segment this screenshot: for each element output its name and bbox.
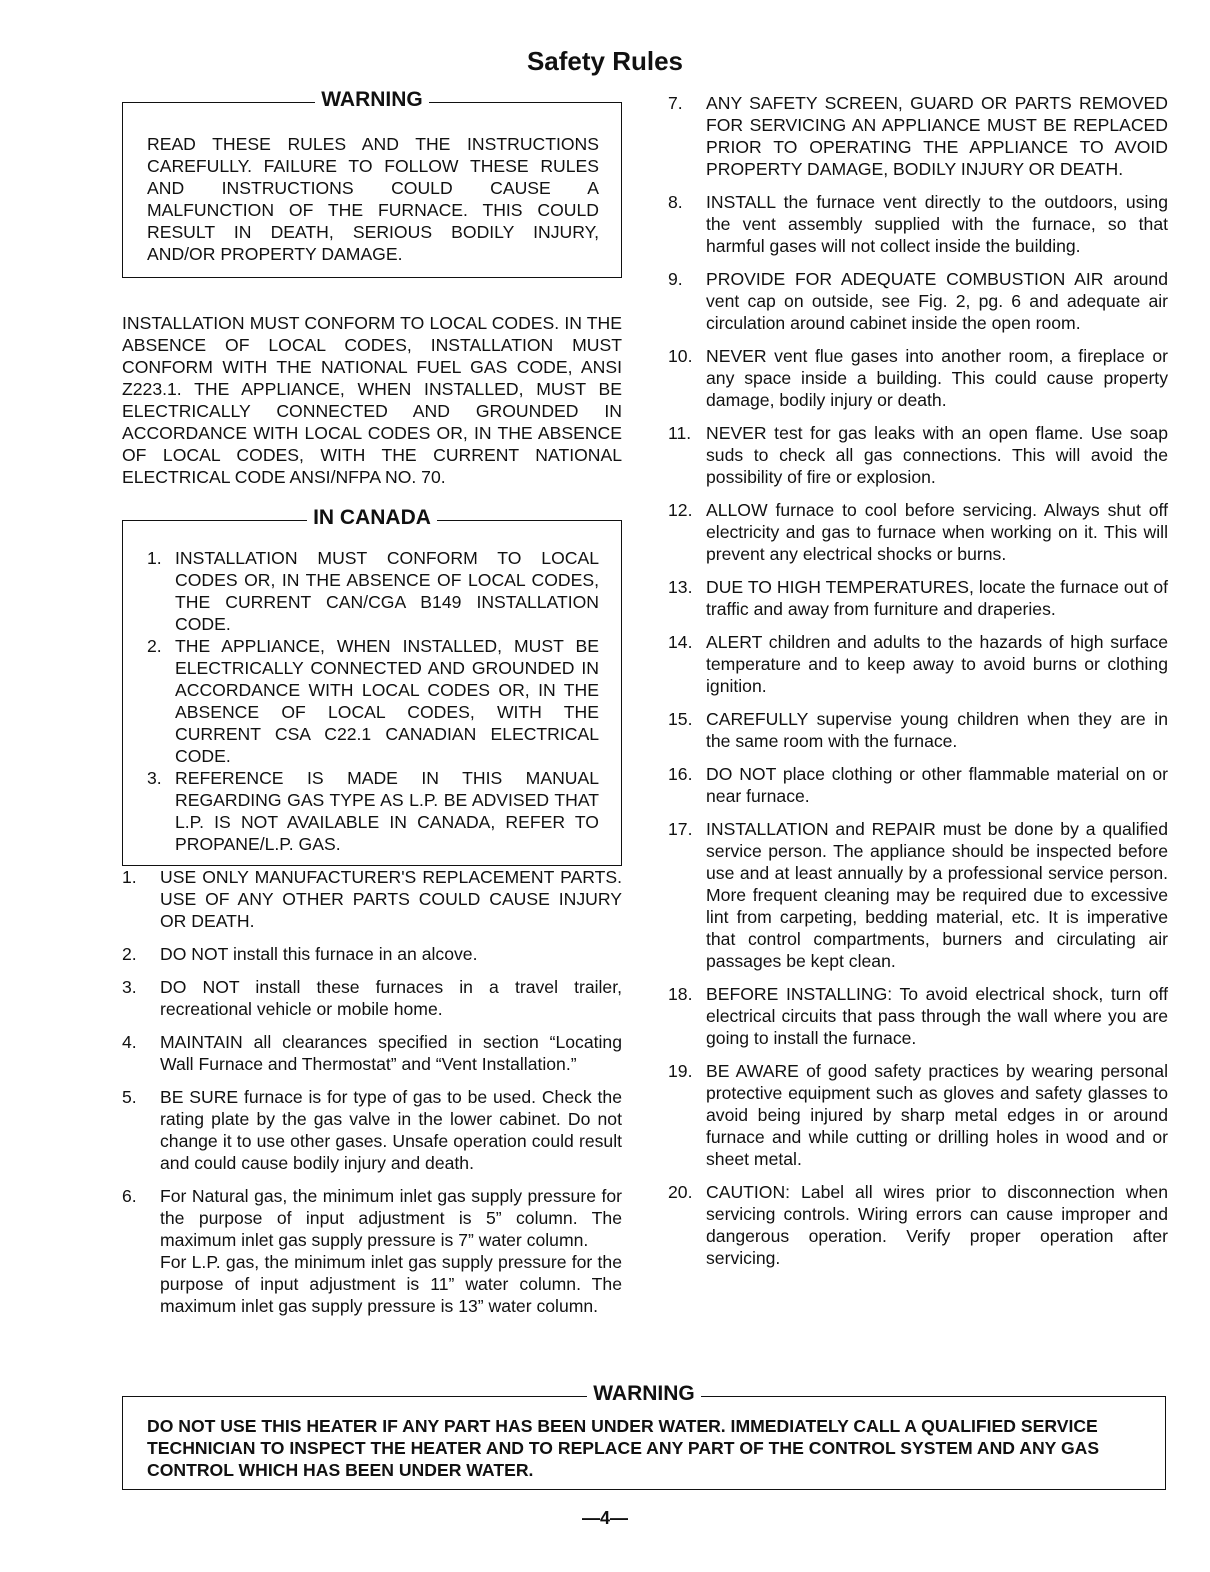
warning-text: DO NOT USE THIS HEATER IF ANY PART HAS BEEN UNDER WATER. IMMEDIATELY CALL A QUALIFIED SERVICE TECHNICIAN TO INSPECT THE HEATER AND TO REPLACE ANY PART OF THE CONTROL SYSTEM AND ANY GAS CONTROL WHICH HAS BEEN UNDER WATER. <box>147 1416 1100 1480</box>
warning-text: READ THESE RULES AND THE INSTRUCTIONS CAREFULLY. FAILURE TO FOLLOW THESE RULES AND INSTRUCTIONS COULD CAUSE A MALFUNCTION OF THE FURNACE. THIS COULD RESULT IN DEATH, SERIOUS BODILY INJURY, AND/OR PROPERTY DAMAGE. <box>147 134 599 264</box>
rule-item: 3. DO NOT install these furnaces in a travel trailer, recreational vehicle or mobile home. <box>122 977 622 1019</box>
page-number: —4— <box>581 1508 628 1528</box>
rule-item: 18. BEFORE INSTALLING: To avoid electrical shock, turn off electrical circuits that pass through the wall where you are going to install the furnace. <box>668 984 1168 1048</box>
rule-item: 6. For Natural gas, the minimum inlet gas supply pressure for the purpose of input adjustment is 5” column. The maximum inlet gas supply pressure is 7” water column. <box>122 1186 622 1250</box>
canada-list <box>147 547 599 855</box>
rules-list-left <box>122 866 622 1251</box>
warning-heading: WARNING <box>315 88 429 111</box>
warning-heading: WARNING <box>587 1382 701 1405</box>
rule-item: 5. BE SURE furnace is for type of gas to be used. Check the rating plate by the gas valve in the lower cabinet. Do not change it to use other gases. Unsafe operation could result and could cause bodily injury and death. <box>122 1087 622 1173</box>
rule-item: 2. DO NOT install this furnace in an alcove. <box>122 944 478 964</box>
left-column <box>122 88 622 1328</box>
rule-item: 8. INSTALL the furnace vent directly to the outdoors, using the vent assembly supplied with the furnace, so that harmful gases will not collect inside the building. <box>668 192 1168 256</box>
rule-item: 4. MAINTAIN all clearances specified in section “Locating Wall Furnace and Thermostat” and “Vent Installation.” <box>122 1032 622 1074</box>
rule-item: 14. ALERT children and adults to the hazards of high surface temperature and to keep away to avoid burns or clothing ignition. <box>668 632 1168 696</box>
rule-item: 1. USE ONLY MANUFACTURER'S REPLACEMENT PARTS. USE OF ANY OTHER PARTS COULD CAUSE INJURY OR DEATH. <box>122 867 622 931</box>
canada-item: 1. INSTALLATION MUST CONFORM TO LOCAL CODES OR, IN THE ABSENCE OF LOCAL CODES, THE CURRENT CAN/CGA B149 INSTALLATION CODE. <box>147 548 599 634</box>
rule-item: 15. CAREFULLY supervise young children when they are in the same room with the furnace. <box>668 709 1168 751</box>
rule-item: 10. NEVER vent flue gases into another room, a fireplace or any space inside a building. This could cause property damage, bodily injury or death. <box>668 346 1168 410</box>
rule-item: 12. ALLOW furnace to cool before servicing. Always shut off electricity and gas to furnace when working on it. This will prevent any electrical shocks or burns. <box>668 500 1168 564</box>
page-title: Safety Rules <box>526 46 684 76</box>
canada-item: 3. REFERENCE IS MADE IN THIS MANUAL REGARDING GAS TYPE AS L.P. BE ADVISED THAT L.P. IS NOT AVAILABLE IN CANADA, REFER TO PROPANE/L.P. GAS. <box>147 768 599 854</box>
warning-box-top <box>122 88 622 278</box>
rule-item: 7. ANY SAFETY SCREEN, GUARD OR PARTS REMOVED FOR SERVICING AN APPLIANCE MUST BE REPLACED PRIOR TO OPERATING THE APPLIANCE TO AVOID PROPERTY DAMAGE, BODILY INJURY OR DEATH. <box>668 93 1168 179</box>
rule-item: 11. NEVER test for gas leaks with an open flame. Use soap suds to check all gas connections. This will avoid the possibility of fire or explosion. <box>668 423 1168 487</box>
rule-6-lp-paragraph: For L.P. gas, the minimum inlet gas supply pressure for the purpose of input adjustment is 11” water column. The maximum inlet gas supply pressure is 13” water column. <box>160 1252 622 1316</box>
canada-box <box>122 506 622 866</box>
rule-item: 19. BE AWARE of good safety practices by wearing personal protective equipment such as gloves and safety glasses to avoid being injured by sharp metal edges in or around furnace and while cutting or drilling holes in wood and or sheet metal. <box>668 1061 1168 1169</box>
rules-list-right <box>668 92 1168 1269</box>
canada-heading: IN CANADA <box>307 506 437 529</box>
rule-item: 9. PROVIDE FOR ADEQUATE COMBUSTION AIR around vent cap on outside, see Fig. 2, pg. 6 and adequate air circulation around cabinet inside the open room. <box>668 269 1168 333</box>
rule-item: 17. INSTALLATION and REPAIR must be done by a qualified service person. The appliance should be inspected before use and at least annually by a professional service person. More frequent cleaning may be required due to excessive lint from carpeting, bedding material, etc. It is imperative that control compartments, burners and circulating air passages be kept clean. <box>668 819 1168 971</box>
rule-item: 20. CAUTION: Label all wires prior to disconnection when servicing controls. Wiring errors can cause improper and dangerous operation. Verify proper operation after servicing. <box>668 1182 1168 1268</box>
warning-box-bottom <box>122 1382 1166 1490</box>
rule-item: 13. DUE TO HIGH TEMPERATURES, locate the furnace out of traffic and away from furniture and draperies. <box>668 577 1168 619</box>
installation-paragraph: INSTALLATION MUST CONFORM TO LOCAL CODES. IN THE ABSENCE OF LOCAL CODES, INSTALLATION MUST CONFORM WITH THE NATIONAL FUEL GAS CODE, ANSI Z223.1. THE APPLIANCE, WHEN INSTALLED, MUST BE ELECTRICALLY CONNECTED AND GROUNDED IN ACCORDANCE WITH LOCAL CODES OR, IN THE ABSENCE OF LOCAL CODES, WITH THE CURRENT NATIONAL ELECTRICAL CODE ANSI/NFPA NO. 70. <box>122 313 622 487</box>
rule-item: 16. DO NOT place clothing or other flammable material on or near furnace. <box>668 764 1168 806</box>
canada-item: 2. THE APPLIANCE, WHEN INSTALLED, MUST BE ELECTRICALLY CONNECTED AND GROUNDED IN ACCORDANCE WITH LOCAL CODES OR, IN THE ABSENCE OF LOCAL CODES, WITH THE CURRENT CSA C22.1 CANADIAN ELECTRICAL CODE. <box>147 636 599 766</box>
right-column <box>668 92 1168 1269</box>
